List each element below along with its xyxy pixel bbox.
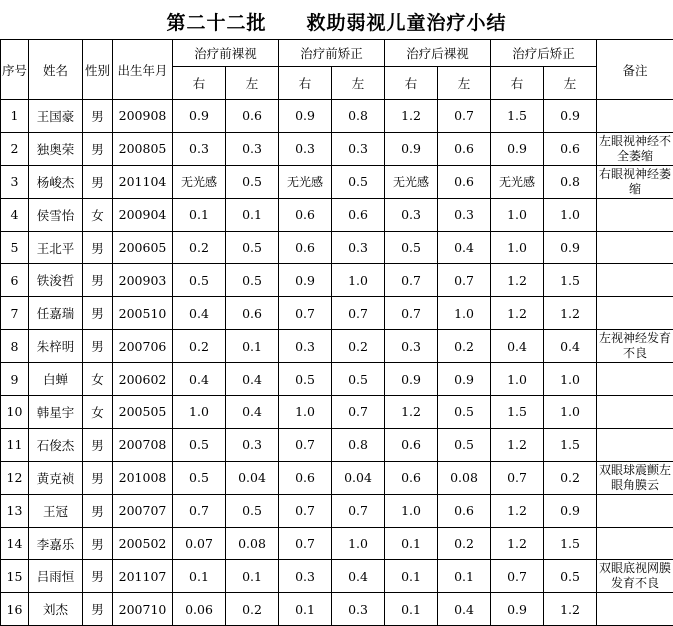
header-birth: 出生年月: [113, 40, 173, 100]
row-vision-value: 0.7: [279, 494, 332, 527]
row-note: [597, 231, 673, 264]
row-name: 任嘉瑞: [29, 297, 83, 330]
row-birth: 201107: [113, 560, 173, 593]
row-sex: 男: [83, 330, 113, 363]
table-row: [1, 330, 673, 363]
row-vision-value: 0.9: [491, 593, 544, 626]
header-right: 右: [491, 67, 544, 100]
row-vision-value: 0.5: [332, 165, 385, 198]
row-vision-value: 0.6: [385, 428, 438, 461]
header-left: 左: [544, 67, 597, 100]
row-vision-value: 1.2: [491, 494, 544, 527]
row-vision-value: 0.6: [226, 100, 279, 133]
row-vision-value: 0.4: [226, 396, 279, 429]
row-vision-value: 0.9: [385, 132, 438, 165]
row-vision-value: 0.6: [279, 461, 332, 494]
row-note: [597, 363, 673, 396]
row-name: 韩星宇: [29, 396, 83, 429]
row-sex: 男: [83, 461, 113, 494]
row-vision-value: 0.4: [173, 363, 226, 396]
row-vision-value: 0.3: [385, 330, 438, 363]
row-vision-value: 0.2: [438, 527, 491, 560]
row-vision-value: 0.5: [226, 231, 279, 264]
row-birth: 200502: [113, 527, 173, 560]
row-vision-value: 0.9: [279, 264, 332, 297]
row-vision-value: 0.5: [279, 363, 332, 396]
row-vision-value: 1.0: [491, 363, 544, 396]
row-vision-value: 0.3: [332, 593, 385, 626]
row-vision-value: 0.9: [491, 132, 544, 165]
row-name: 李嘉乐: [29, 527, 83, 560]
table-row: [1, 494, 673, 527]
row-vision-value: 0.5: [438, 396, 491, 429]
row-vision-value: 1.0: [332, 527, 385, 560]
row-vision-value: 1.0: [544, 198, 597, 231]
row-vision-value: 0.7: [173, 494, 226, 527]
row-vision-value: 0.4: [544, 330, 597, 363]
row-vision-value: 0.4: [438, 231, 491, 264]
row-seq: 5: [1, 231, 29, 264]
row-vision-value: 0.4: [173, 297, 226, 330]
row-vision-value: 0.7: [279, 297, 332, 330]
row-vision-value: 0.7: [438, 100, 491, 133]
row-seq: 12: [1, 461, 29, 494]
row-vision-value: 0.5: [173, 461, 226, 494]
row-vision-value: 1.0: [491, 231, 544, 264]
row-vision-value: 0.1: [226, 560, 279, 593]
row-vision-value: 0.7: [385, 297, 438, 330]
row-vision-value: 0.2: [332, 330, 385, 363]
row-vision-value: 0.5: [226, 494, 279, 527]
row-note: [597, 297, 673, 330]
row-vision-value: 1.2: [544, 593, 597, 626]
row-birth: 200903: [113, 264, 173, 297]
row-note: [597, 264, 673, 297]
row-seq: 6: [1, 264, 29, 297]
row-birth: 201104: [113, 165, 173, 198]
row-vision-value: 0.7: [279, 428, 332, 461]
row-vision-value: 0.8: [544, 165, 597, 198]
row-note: [597, 396, 673, 429]
row-sex: 男: [83, 132, 113, 165]
row-note: 双眼球震颤左眼角膜云: [597, 461, 673, 494]
row-note: [597, 494, 673, 527]
row-vision-value: 0.8: [332, 428, 385, 461]
row-vision-value: 1.2: [385, 100, 438, 133]
row-vision-value: 0.2: [544, 461, 597, 494]
row-vision-value: 0.6: [438, 165, 491, 198]
table-row: [1, 264, 673, 297]
row-vision-value: 1.2: [491, 527, 544, 560]
row-vision-value: 0.3: [279, 560, 332, 593]
row-vision-value: 1.2: [491, 428, 544, 461]
row-vision-value: 1.5: [491, 396, 544, 429]
row-vision-value: 1.2: [544, 297, 597, 330]
row-name: 黄克祯: [29, 461, 83, 494]
row-seq: 13: [1, 494, 29, 527]
row-birth: 200710: [113, 593, 173, 626]
row-sex: 男: [83, 428, 113, 461]
row-note: 双眼底视网膜发育不良: [597, 560, 673, 593]
row-vision-value: 0.6: [385, 461, 438, 494]
row-name: 白蝉: [29, 363, 83, 396]
row-vision-value: 0.1: [173, 198, 226, 231]
row-vision-value: 1.5: [491, 100, 544, 133]
row-note: 左眼视神经不全萎缩: [597, 132, 673, 165]
table-row: [1, 363, 673, 396]
table-row: [1, 593, 673, 626]
row-vision-value: 0.5: [332, 363, 385, 396]
row-note: [597, 198, 673, 231]
row-vision-value: 1.0: [332, 264, 385, 297]
row-vision-value: 0.7: [332, 396, 385, 429]
row-vision-value: 0.1: [385, 527, 438, 560]
row-seq: 8: [1, 330, 29, 363]
row-vision-value: 1.5: [544, 428, 597, 461]
row-seq: 16: [1, 593, 29, 626]
row-vision-value: 0.5: [226, 165, 279, 198]
row-vision-value: 0.3: [173, 132, 226, 165]
row-vision-value: 0.4: [438, 593, 491, 626]
row-vision-value: 0.7: [385, 264, 438, 297]
header-group-pre-naked: 治疗前裸视: [173, 40, 279, 67]
row-vision-value: 0.6: [279, 198, 332, 231]
header-sex: 性别: [83, 40, 113, 100]
row-vision-value: 1.0: [544, 363, 597, 396]
row-birth: 200602: [113, 363, 173, 396]
row-vision-value: 0.3: [226, 428, 279, 461]
row-vision-value: 1.5: [544, 527, 597, 560]
row-vision-value: 0.3: [438, 198, 491, 231]
row-vision-value: 1.2: [491, 264, 544, 297]
row-vision-value: 0.9: [544, 494, 597, 527]
header-left: 左: [332, 67, 385, 100]
table-body: [1, 100, 673, 626]
row-sex: 男: [83, 494, 113, 527]
row-seq: 7: [1, 297, 29, 330]
row-vision-value: 1.5: [544, 264, 597, 297]
row-vision-value: 0.3: [332, 231, 385, 264]
table-row: [1, 560, 673, 593]
row-vision-value: 0.5: [173, 264, 226, 297]
row-vision-value: 1.0: [173, 396, 226, 429]
row-sex: 男: [83, 231, 113, 264]
table-row: [1, 165, 673, 198]
header-note: 备注: [597, 40, 673, 100]
row-vision-value: 0.6: [438, 132, 491, 165]
row-seq: 10: [1, 396, 29, 429]
row-vision-value: 0.9: [173, 100, 226, 133]
row-birth: 200908: [113, 100, 173, 133]
row-seq: 1: [1, 100, 29, 133]
row-birth: 200904: [113, 198, 173, 231]
row-vision-value: 0.5: [438, 428, 491, 461]
row-vision-value: 1.0: [544, 396, 597, 429]
row-vision-value: 0.2: [173, 330, 226, 363]
table-row: [1, 198, 673, 231]
row-sex: 男: [83, 165, 113, 198]
row-vision-value: 0.5: [173, 428, 226, 461]
row-vision-value: 0.1: [385, 560, 438, 593]
row-vision-value: 0.9: [438, 363, 491, 396]
row-vision-value: 0.6: [279, 231, 332, 264]
row-name: 杨峻杰: [29, 165, 83, 198]
row-note: [597, 593, 673, 626]
row-vision-value: 0.7: [438, 264, 491, 297]
row-sex: 男: [83, 593, 113, 626]
table-row: [1, 100, 673, 133]
header-group-pre-corrected: 治疗前矫正: [279, 40, 385, 67]
row-vision-value: 0.5: [544, 560, 597, 593]
row-vision-value: 0.7: [491, 461, 544, 494]
row-vision-value: 0.9: [544, 100, 597, 133]
row-vision-value: 1.2: [491, 297, 544, 330]
row-vision-value: 0.04: [226, 461, 279, 494]
row-vision-value: 0.9: [385, 363, 438, 396]
row-vision-value: 0.7: [279, 527, 332, 560]
row-name: 王冠: [29, 494, 83, 527]
row-vision-value: 0.3: [279, 132, 332, 165]
row-vision-value: 0.5: [385, 231, 438, 264]
table-row: [1, 132, 673, 165]
row-vision-value: 0.1: [385, 593, 438, 626]
row-vision-value: 0.6: [226, 297, 279, 330]
row-vision-value: 0.1: [438, 560, 491, 593]
row-vision-value: 1.0: [438, 297, 491, 330]
row-vision-value: 0.5: [226, 264, 279, 297]
row-vision-value: 0.2: [173, 231, 226, 264]
row-vision-value: 1.0: [385, 494, 438, 527]
row-vision-value: 0.4: [491, 330, 544, 363]
row-vision-value: 0.08: [438, 461, 491, 494]
row-name: 王北平: [29, 231, 83, 264]
row-sex: 男: [83, 100, 113, 133]
header-group-post-naked: 治疗后裸视: [385, 40, 491, 67]
header-left: 左: [226, 67, 279, 100]
row-seq: 9: [1, 363, 29, 396]
row-vision-value: 无光感: [491, 165, 544, 198]
row-seq: 11: [1, 428, 29, 461]
row-sex: 女: [83, 198, 113, 231]
row-vision-value: 无光感: [279, 165, 332, 198]
row-vision-value: 0.08: [226, 527, 279, 560]
table-row: [1, 527, 673, 560]
row-vision-value: 1.0: [491, 198, 544, 231]
table-row: [1, 396, 673, 429]
row-vision-value: 0.6: [544, 132, 597, 165]
row-vision-value: 0.7: [332, 494, 385, 527]
row-seq: 3: [1, 165, 29, 198]
row-vision-value: 0.1: [226, 198, 279, 231]
row-birth: 200706: [113, 330, 173, 363]
row-name: 铁浚哲: [29, 264, 83, 297]
row-vision-value: 0.07: [173, 527, 226, 560]
table-row: [1, 297, 673, 330]
row-vision-value: 0.06: [173, 593, 226, 626]
row-name: 刘杰: [29, 593, 83, 626]
row-note: [597, 428, 673, 461]
row-birth: 200505: [113, 396, 173, 429]
table-row: [1, 461, 673, 494]
header-right: 右: [173, 67, 226, 100]
row-sex: 男: [83, 527, 113, 560]
row-sex: 男: [83, 560, 113, 593]
row-birth: 200805: [113, 132, 173, 165]
row-vision-value: 0.1: [279, 593, 332, 626]
row-vision-value: 1.0: [279, 396, 332, 429]
row-name: 王国豪: [29, 100, 83, 133]
row-note: [597, 527, 673, 560]
row-birth: 200707: [113, 494, 173, 527]
header-group-post-corrected: 治疗后矫正: [491, 40, 597, 67]
row-seq: 4: [1, 198, 29, 231]
row-name: 独奥荣: [29, 132, 83, 165]
row-vision-value: 无光感: [173, 165, 226, 198]
header-name: 姓名: [29, 40, 83, 100]
row-seq: 15: [1, 560, 29, 593]
row-name: 石俊杰: [29, 428, 83, 461]
row-name: 朱梓明: [29, 330, 83, 363]
header-seq: 序号: [1, 40, 29, 100]
row-sex: 女: [83, 363, 113, 396]
row-sex: 男: [83, 297, 113, 330]
page-title: 第二十二批 救助弱视儿童治疗小结: [0, 8, 673, 35]
row-vision-value: 0.6: [438, 494, 491, 527]
treatment-summary-table: [0, 39, 673, 626]
row-vision-value: 0.2: [438, 330, 491, 363]
row-note: [597, 100, 673, 133]
row-vision-value: 0.3: [226, 132, 279, 165]
row-vision-value: 0.4: [226, 363, 279, 396]
row-vision-value: 0.2: [226, 593, 279, 626]
row-seq: 14: [1, 527, 29, 560]
row-vision-value: 0.3: [279, 330, 332, 363]
table-row: [1, 428, 673, 461]
table-row: [1, 231, 673, 264]
row-vision-value: 0.4: [332, 560, 385, 593]
row-vision-value: 0.1: [173, 560, 226, 593]
row-note: 右眼视神经萎缩: [597, 165, 673, 198]
row-vision-value: 0.9: [544, 231, 597, 264]
row-name: 吕雨恒: [29, 560, 83, 593]
row-seq: 2: [1, 132, 29, 165]
row-vision-value: 0.7: [491, 560, 544, 593]
row-vision-value: 0.3: [385, 198, 438, 231]
row-vision-value: 0.7: [332, 297, 385, 330]
row-vision-value: 0.04: [332, 461, 385, 494]
row-birth: 200708: [113, 428, 173, 461]
row-birth: 201008: [113, 461, 173, 494]
row-vision-value: 1.2: [385, 396, 438, 429]
row-name: 侯雪怡: [29, 198, 83, 231]
header-right: 右: [279, 67, 332, 100]
row-birth: 200510: [113, 297, 173, 330]
header-right: 右: [385, 67, 438, 100]
row-vision-value: 无光感: [385, 165, 438, 198]
row-vision-value: 0.3: [332, 132, 385, 165]
row-sex: 男: [83, 264, 113, 297]
row-sex: 女: [83, 396, 113, 429]
header-left: 左: [438, 67, 491, 100]
row-vision-value: 0.6: [332, 198, 385, 231]
row-vision-value: 0.8: [332, 100, 385, 133]
row-vision-value: 0.9: [279, 100, 332, 133]
row-birth: 200605: [113, 231, 173, 264]
row-note: 左视神经发育不良: [597, 330, 673, 363]
row-vision-value: 0.1: [226, 330, 279, 363]
